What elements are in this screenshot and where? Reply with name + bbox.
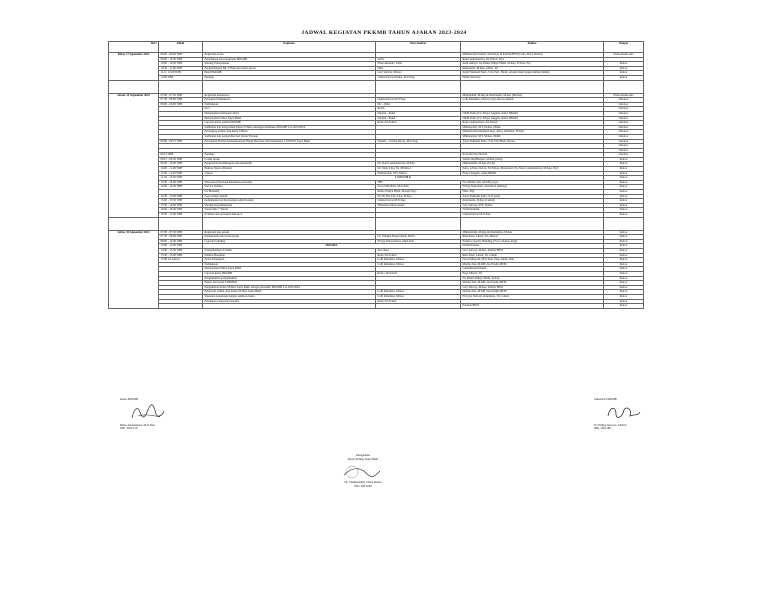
cell-tempat: Indoor — [604, 304, 644, 309]
cell-pukul: 07.00 - 07.30 WIB — [159, 230, 203, 235]
cell-pukul: 15.00 - 15.30 WIB — [159, 199, 203, 204]
handwritten-signature-right — [594, 402, 654, 424]
cell-tempat: Indoor — [604, 185, 644, 190]
cell-panitia: Panitia Capacity Building (Yoroc, Rekas, Popi) — [461, 239, 604, 244]
cell-panitia: Khairunisa, M.Kes (Lutfah) — [461, 199, 604, 204]
cell-narasumber: Usman Devas M.Tr.Kep — [376, 199, 461, 204]
cell-narasumber: Mahasiswa Berprestasi — [376, 203, 461, 208]
cell-narasumber: Novel Mardiani, M.Tr.Keb — [376, 185, 461, 190]
cell-narasumber: Lolli Rahalkan, M.Kes — [376, 258, 461, 263]
cell-kegiatan: Penanggap atribut oleh ketua STIKes — [203, 130, 376, 135]
cell-narasumber: Nika — [376, 66, 461, 71]
cell-tempat: Indoor — [604, 253, 644, 258]
cell-tempat: Indoor — [604, 176, 644, 181]
cell-pukul: 16.30 - 17.00 WIB — [159, 213, 203, 218]
cell-pukul: 14.00 - 14.30 WIB — [159, 185, 203, 190]
day-label: Rabu, 17 September 2023 — [109, 53, 159, 81]
cell-kegiatan: Wawasan (Wawasan kebaharan nasional) — [203, 180, 376, 185]
cell-panitia: Mhimayanti, SST, M.Kes, Habib — [461, 125, 604, 130]
cell-pukul: 12.00 - 13.00 WIB — [159, 244, 203, 249]
signature-right-nik: NIK. 2021.081 — [594, 426, 612, 431]
cell-narasumber: Usman Devas M.Tr.Kep — [376, 98, 461, 103]
cell-tempat: Outdoor — [604, 111, 644, 116]
document-title: JADWAL KEGIATAN PKKMB TAHUN AJARAN 2023-2024 — [301, 30, 467, 36]
cell-tempat: Outdoor — [604, 102, 644, 107]
cell-pukul: 12.00 WIB — [159, 75, 203, 80]
cell-pukul: 10.00 - 10.30 WIB — [159, 62, 203, 67]
cell-pukul: 13.00 - 13.30 WIB — [159, 248, 203, 253]
cell-narasumber: Nanatre - Usman Devas, M.Tr.Kep — [376, 139, 461, 144]
cell-panitia: Adon Yumnadi Putra, S.Si, Dwi Hadi, Revan — [461, 139, 604, 144]
cell-narasumber: Ehmnayanti, SST, M.Kes — [376, 171, 461, 176]
signature-left-name: Retno Adriansirasa, M.Tr.Keb — [120, 422, 155, 427]
cell-panitia: Ayim Yumnadi Putra, S.Si, Psyi, Hardi, sebagai bakal gagas mming mming — [461, 71, 604, 76]
cell-narasumber: Istiqlan - Rahel — [376, 111, 461, 116]
cell-kegiatan: Capacity building — [203, 239, 376, 244]
cell-tempat: Indoor — [604, 208, 644, 213]
cell-tempat: Outdoor — [604, 121, 644, 126]
cell-tempat: Indoor — [604, 271, 644, 276]
cell-narasumber: Retno M.Tr.Keb — [376, 253, 461, 258]
cell-tempat: Indoor — [604, 281, 644, 286]
signature-center-role1: Mengetahui — [356, 453, 370, 457]
cell-kegiatan: Ice Breaking — [203, 190, 376, 195]
cell-kegiatan: Penutup — [203, 75, 376, 80]
cell-panitia: Elvigyat Nurvati, Amel.Kep, Tri, Lubah — [461, 294, 604, 299]
cell-tempat: Outdoor — [604, 139, 644, 144]
cell-kegiatan: Sisesatan penutupan dengan sekilpan bakas — [203, 294, 376, 299]
cell-kegiatan: Penutupan pelepasan bersama — [203, 299, 376, 304]
cell-narasumber: Siso sieso — [376, 248, 461, 253]
cell-kegiatan: Laporan ketua PKKMB — [203, 271, 376, 276]
cell-kegiatan: Strengthening UI Sabik — [203, 248, 376, 253]
day-separator-row — [109, 217, 644, 230]
cell-kegiatan: Bahaya Napza (Dokter) — [203, 167, 376, 172]
cell-panitia: Panaitia BEM — [461, 304, 604, 309]
cell-pukul: 10.00 - 11.00 WIB — [159, 167, 203, 172]
cell-panitia: Priaya Anggita, Amel BKKK — [461, 171, 604, 176]
cell-narasumber: Dr. Tarik S.Kp, Ns, MM.Kes — [376, 167, 461, 172]
cell-kegiatan: Pemanfaatan Suru Pencapang — [203, 235, 376, 240]
cell-kegiatan: Snack time + Sholat — [203, 208, 376, 213]
cell-tempat: Indoor — [604, 190, 644, 195]
day-label: Sabtu, 30 September 2023 — [109, 230, 159, 308]
cell-kegiatan: Registrasi dosen — [203, 53, 376, 58]
cell-kegiatan — [203, 304, 376, 309]
cell-kegiatan: Persiapan Pembukaan — [203, 98, 376, 103]
cell-tempat: Indoor — [604, 235, 644, 240]
cell-narasumber: Istiqlan - Rahel — [376, 116, 461, 121]
cell-tempat: Outdoor — [604, 134, 644, 139]
cell-kegiatan: Registrasi mahasiswa — [203, 93, 376, 98]
cell-kegiatan: Menyanyikan Mars Sapta Bakti — [203, 267, 376, 272]
cell-narasumber: Ns. Ni Nur Efy, S.Kp, M.Kes — [376, 194, 461, 199]
cell-tempat: Outdoor — [604, 107, 644, 112]
cell-panitia: Nika, Pigi — [461, 190, 604, 195]
cell-kegiatan: Sambutan dan pengarahan dari Ketua Yayasan — [203, 134, 376, 139]
cell-kegiatan: Persiapkan Drama Penatalaksanaan Harga Bencana oleh mahasiswa S STIKES Sapta Bakti — [203, 139, 376, 144]
cell-tempat: Indoor — [604, 290, 644, 295]
cell-pukul: 09.15 WIB — [159, 153, 203, 158]
cell-narasumber: Elvigy Nursyamsati, Amel.Keb — [376, 239, 461, 244]
cell-tempat: Indoor — [604, 157, 644, 162]
cell-kegiatan: Sharing Entrepreneur — [203, 62, 376, 67]
signature-left — [120, 398, 180, 431]
cell-tempat: Pintu masuk aula — [604, 93, 644, 98]
cell-panitia: Mhimadalah, M.Rep & Khairunisa, M.Kes — [461, 230, 604, 235]
cell-panitia: Mimmai Khoirinudi, Amel Kep & Panitia BEM (Luna, Putri, Rivina) — [461, 53, 604, 58]
cell-panitia: Koyradil dan Nurvati — [461, 153, 604, 158]
cell-kegiatan: Acara Penutupan — [203, 258, 376, 263]
cell-panitia: Rika Peter, Lilsan, Tri, Lubah — [461, 253, 604, 258]
cell-panitia: Lety Selvery, M.Kes, Panitia BEM — [461, 248, 604, 253]
day-separator-row — [109, 80, 644, 93]
cell-narasumber: Rinka Wahyu Hami, M.Kep/Vigo — [376, 190, 461, 195]
cell-tempat: Indoor — [604, 258, 644, 263]
cell-narasumber — [376, 304, 461, 309]
cell-kegiatan: Hasil PKKMB — [203, 71, 376, 76]
header-tempat: Tempat — [604, 42, 644, 53]
cell-tempat: Indoor — [604, 299, 644, 304]
cell-tempat: Indoor — [604, 180, 644, 185]
cell-panitia: Ns Khairunisa — [461, 244, 604, 249]
cell-kegiatan: Pembukaan — [203, 262, 376, 267]
cell-kegiatan: Hasan dan Pesan STIKBMI — [203, 281, 376, 286]
cell-kegiatan: Sharing Kepemimpinan — [203, 203, 376, 208]
cell-panitia: Lolli Rahalkan, M.Kes, Popi, Reven, Rakris — [461, 98, 604, 103]
cell-narasumber: Ns. Pringka Pusprarnanti, M.KS — [376, 235, 461, 240]
cell-tempat: Indoor — [604, 199, 644, 204]
signature-right — [594, 398, 654, 431]
cell-panitia: Andi Adiriya, M. Rinka Wahyu Hami, M.Kep, Ft.Kon, Psy — [461, 62, 604, 67]
signature-center-nik: NIK. 2003.020 — [354, 483, 372, 488]
cell-panitia: Usman Devas M.Tr.Kep — [461, 213, 604, 218]
cell-tempat: Indoor — [604, 262, 644, 267]
cell-narasumber: Adita — [376, 57, 461, 62]
cell-kegiatan: Pelikon Hasapian — [203, 253, 376, 258]
cell-panitia: Zetta, Gilvan, Revan, M.Tr.Kep, Moderator: Ns. Nani Lamaindawati, M.Kep, Psyi — [461, 167, 604, 172]
cell-narasumber: Rendi — [376, 107, 461, 112]
cell-narasumber: Retno M.Tr.Keb — [376, 121, 461, 126]
cell-narasumber: Lolli Rahalkan, M.Kes — [376, 290, 461, 295]
cell-panitia: Khairunisa, M.Kes, Alfian, Tri — [461, 66, 604, 71]
cell-tempat: Indoor — [604, 162, 644, 167]
cell-panitia: Martha Sari, M.KH, dan Panitia BEM — [461, 290, 604, 295]
cell-tempat: Indoor — [604, 71, 644, 76]
signature-left-role: Ketua PKKMB — [120, 397, 138, 401]
table-row — [109, 304, 644, 309]
cell-pukul: 07.30 - 08.00 WIB — [159, 98, 203, 103]
cell-pukul: 07.30 - 08.00 WIB — [159, 235, 203, 240]
cell-tempat: Indoor — [604, 171, 644, 176]
cell-kegiatan: Pembukaan: — [203, 102, 376, 107]
cell-kegiatan: Pengukuhan Ketua STIKes Sapta Bakti sebagai mewakili PKKMB T.A 2023/2024 — [203, 285, 376, 290]
cell-narasumber: Lety Selvery, M.Kes — [376, 71, 461, 76]
cell-panitia: Lety Selvery, M.Kes, Panitia BEM — [461, 285, 604, 290]
header-panitia: Panitia — [461, 42, 604, 53]
signature-right-role: Sekretaris PKKMB — [594, 397, 617, 401]
cell-kegiatan: Registrasi dan senam — [203, 230, 376, 235]
cell-panitia: Retno Adriansirasa, M.Tr.Keb — [461, 121, 604, 126]
cell-tempat: Indoor — [604, 203, 644, 208]
cell-panitia: Mimmidiah, M.Rep & Khairunisa, M.Kes (Marvet) — [461, 93, 604, 98]
cell-tempat: Indoor — [604, 239, 644, 244]
cell-kegiatan: Pengumuman pengumuman — [203, 276, 376, 281]
cell-panitia: Mhimadalah, M.Kep (Eroli) — [461, 162, 604, 167]
cell-kegiatan: 2 Dosa — [203, 171, 376, 176]
cell-panitia: Martha Sari, M.KH, dan Panitia BEM — [461, 281, 604, 286]
header-narasumber: Nara Sumber — [376, 42, 461, 53]
cell-pukul: 13.30 - 14.00 WIB — [159, 180, 203, 185]
cell-kegiatan: Gaya belajar efektif — [203, 194, 376, 199]
cell-tempat: Indoor — [604, 66, 644, 71]
cell-panitia: Rika Peter, Lilsan, Tri, Marvet — [461, 235, 604, 240]
signature-right-name: Tri Wahyu Suryono, M.Keb — [594, 422, 627, 427]
cell-kegiatan: Penerimaan tokon kegiatan PKKMB — [203, 57, 376, 62]
cell-narasumber: Retno, M.Tr.Keb — [376, 271, 461, 276]
cell-tempat: Outdoor — [604, 125, 644, 130]
cell-narasumber: Lolli Rahalkan, M.Kes — [376, 294, 461, 299]
break-label: ISHOMA — [203, 244, 461, 249]
cell-pukul: 07.00 - 07.30 WIB — [159, 93, 203, 98]
cell-kegiatan: Kemahasiswaan Kesyarikan Amri Konspit — [203, 199, 376, 204]
cell-tempat: Indoor — [604, 276, 644, 281]
cell-panitia: Lamaduadan Panitia — [461, 267, 604, 272]
cell-panitia: Retno Adriansirasa, M.Tr.Keb, Psyi — [461, 57, 604, 62]
cell-tempat: Outdoor — [604, 144, 644, 149]
cell-pukul: 14.30 - 15.00 WIB — [159, 194, 203, 199]
cell-tempat: Indoor — [604, 285, 644, 290]
cell-pukul: 09.30 - 10.00 WIB — [159, 162, 203, 167]
cell-narasumber: Ns. Nani Lamaindawati, M.Kep — [376, 162, 461, 167]
cell-kegiatan: Do'a — [203, 107, 376, 112]
cell-pukul: 16.00 - 16.30 WIB — [159, 208, 203, 213]
cell-pukul: 09.15 - 09.30 WIB — [159, 157, 203, 162]
cell-panitia: Ns Khairunisa — [461, 208, 604, 213]
cell-tempat: Indoor — [604, 194, 644, 199]
cell-narasumber: Elissa Rennart, S.Kis — [376, 62, 461, 67]
cell-panitia: Ns. Martha Sari, M.KH (yogo) — [461, 180, 604, 185]
cell-kegiatan: Laporan ketua panitia PKKMB — [203, 121, 376, 126]
cell-panitia: Pegi, Marvet, Tri — [461, 271, 604, 276]
cell-pukul: 09.00 - 10.00 WIB — [159, 57, 203, 62]
cell-narasumber: Lolli Rahalkan, M.Kes — [376, 262, 461, 267]
header-hari: Hari — [109, 42, 159, 53]
cell-tempat: Outdoor — [604, 148, 644, 153]
cell-kegiatan: Menyanyikan Mars Sapta Bakti — [203, 116, 376, 121]
cell-kegiatan: Pelepasan atribut oleh Ketua STIKes Sapta Bakti — [203, 290, 376, 295]
cell-narasumber: TBS — [376, 180, 461, 185]
cell-pukul — [159, 304, 203, 309]
cell-tempat: Indoor — [604, 167, 644, 172]
cell-pukul: 13.30 - 15.00 WIB — [159, 253, 203, 258]
cell-panitia: Novel Maryani, M.Tr.Keb, Pegi, habib, affia — [461, 258, 604, 263]
cell-pukul: 08.00 - 09.00 WIB — [159, 53, 203, 58]
cell-tempat: Outdoor — [604, 130, 644, 135]
handwritten-signature-left — [120, 402, 180, 424]
cell-kegiatan: Pengenalan Kelembagaan dan Akademik — [203, 162, 376, 167]
break-label: I S H O M A — [203, 176, 604, 181]
signature-center-role2: Ketua STIKes Sapta Bakti — [347, 456, 379, 461]
cell-pukul: 15.00 s/d selesai — [159, 258, 203, 263]
cell-pukul: 10.30 - 11.00 WIB — [159, 66, 203, 71]
cell-kegiatan: Evaluasi dan persiapan hari ke-2 — [203, 213, 376, 218]
cell-kegiatan: Menyanyikan Indonesia Raya — [203, 111, 376, 116]
cell-panitia: Mimmai Khoirinudiant Kep, Affiq, affiudian, Frisma — [461, 130, 604, 135]
cell-narasumber: Retno M.Tr.Keb — [376, 299, 461, 304]
cell-panitia: Adon Yumnadi Putra, S.Si (seta) — [461, 194, 604, 199]
cell-pukul: 15.30 - 16.00 WIB — [159, 203, 203, 208]
cell-panitia: Habib dan Popi — [461, 75, 604, 80]
signature-left-nik: NIK. 2023.116 — [120, 426, 138, 431]
cell-panitia: Elvigy Nurprianti, Amel.Keb (Rihana) — [461, 185, 604, 190]
cell-narasumber: Usman Devas Darma, M.Tr.Kep — [376, 75, 461, 80]
cell-tempat: Outdoor — [604, 98, 644, 103]
cell-panitia: Lety Selvery, SST, M.Kes — [461, 203, 604, 208]
signature-center-name: Ns. Chumaidahni, S.Kep M.Kes — [344, 480, 382, 485]
cell-pukul: 11.0 - 12.00 WIB — [159, 71, 203, 76]
cell-tempat: Outdoor — [604, 153, 644, 158]
cell-pukul: 08.00 - 09.00 WIB — [159, 102, 203, 107]
cell-tempat: Outdoor — [604, 116, 644, 121]
cell-tempat: Indoor — [604, 75, 644, 80]
cell-kegiatan: Service Outline — [203, 185, 376, 190]
cell-pukul: 08.00 - 12.00 WIB — [159, 239, 203, 244]
signature-center — [308, 454, 418, 488]
cell-tempat: Indoor — [604, 267, 644, 272]
cell-tempat: Indoor — [604, 244, 644, 249]
cell-kegiatan: Pengembangan Bk. STMA dari smart phone — [203, 66, 376, 71]
cell-narasumber: Mc - (Dia) — [376, 102, 461, 107]
day-label: Jumat, 29 September 2023 — [109, 93, 159, 217]
cell-kegiatan: Sambutan dan Pengarahan Ketua STIKes sekaligus membuka PKKMB T.A 2023/2024 — [203, 125, 376, 130]
cell-kegiatan: Penutup — [203, 153, 376, 158]
cell-panitia: OKM Pedia (Cs: Priaya Anggita, Amel. BKKK) — [461, 116, 604, 121]
cell-tempat: Indoor — [604, 230, 644, 235]
handwritten-signature-center — [308, 461, 418, 481]
cell-tempat: Indoor — [604, 294, 644, 299]
schedule-table — [108, 41, 644, 309]
cell-tempat: Indoor — [604, 62, 644, 67]
cell-pukul: 11.30 - 13.30 WIB — [159, 176, 203, 181]
header-kegiatan: Kegiatan — [203, 42, 376, 53]
cell-kegiatan: Coffee break — [203, 157, 376, 162]
cell-pukul: 09.00 - 09.15 WIB — [159, 139, 203, 144]
header-pukul: Pukul — [159, 42, 203, 53]
table-header-row — [109, 42, 644, 53]
cell-pukul: 11.00 - 11.30 WIB — [159, 171, 203, 176]
cell-panitia: Martha Sari, M.KH, dan Panitia BEM — [461, 262, 604, 267]
cell-tempat: Indoor — [604, 213, 644, 218]
cell-panitia: Ns. Rinka Wahyu Hami, M.Kep — [461, 276, 604, 281]
cell-panitia: Mhimayanti, SST, M.Kes, Habib — [461, 134, 604, 139]
cell-tempat: Pintu masuk aula — [604, 53, 644, 58]
cell-tempat: Indoor — [604, 248, 644, 253]
cell-panitia: Jaenda mayBanyen, M.Keb (Janu) — [461, 157, 604, 162]
cell-panitia: OKM Pedia (Cs: Priaya Anggita, Amel. BKKK) — [461, 111, 604, 116]
